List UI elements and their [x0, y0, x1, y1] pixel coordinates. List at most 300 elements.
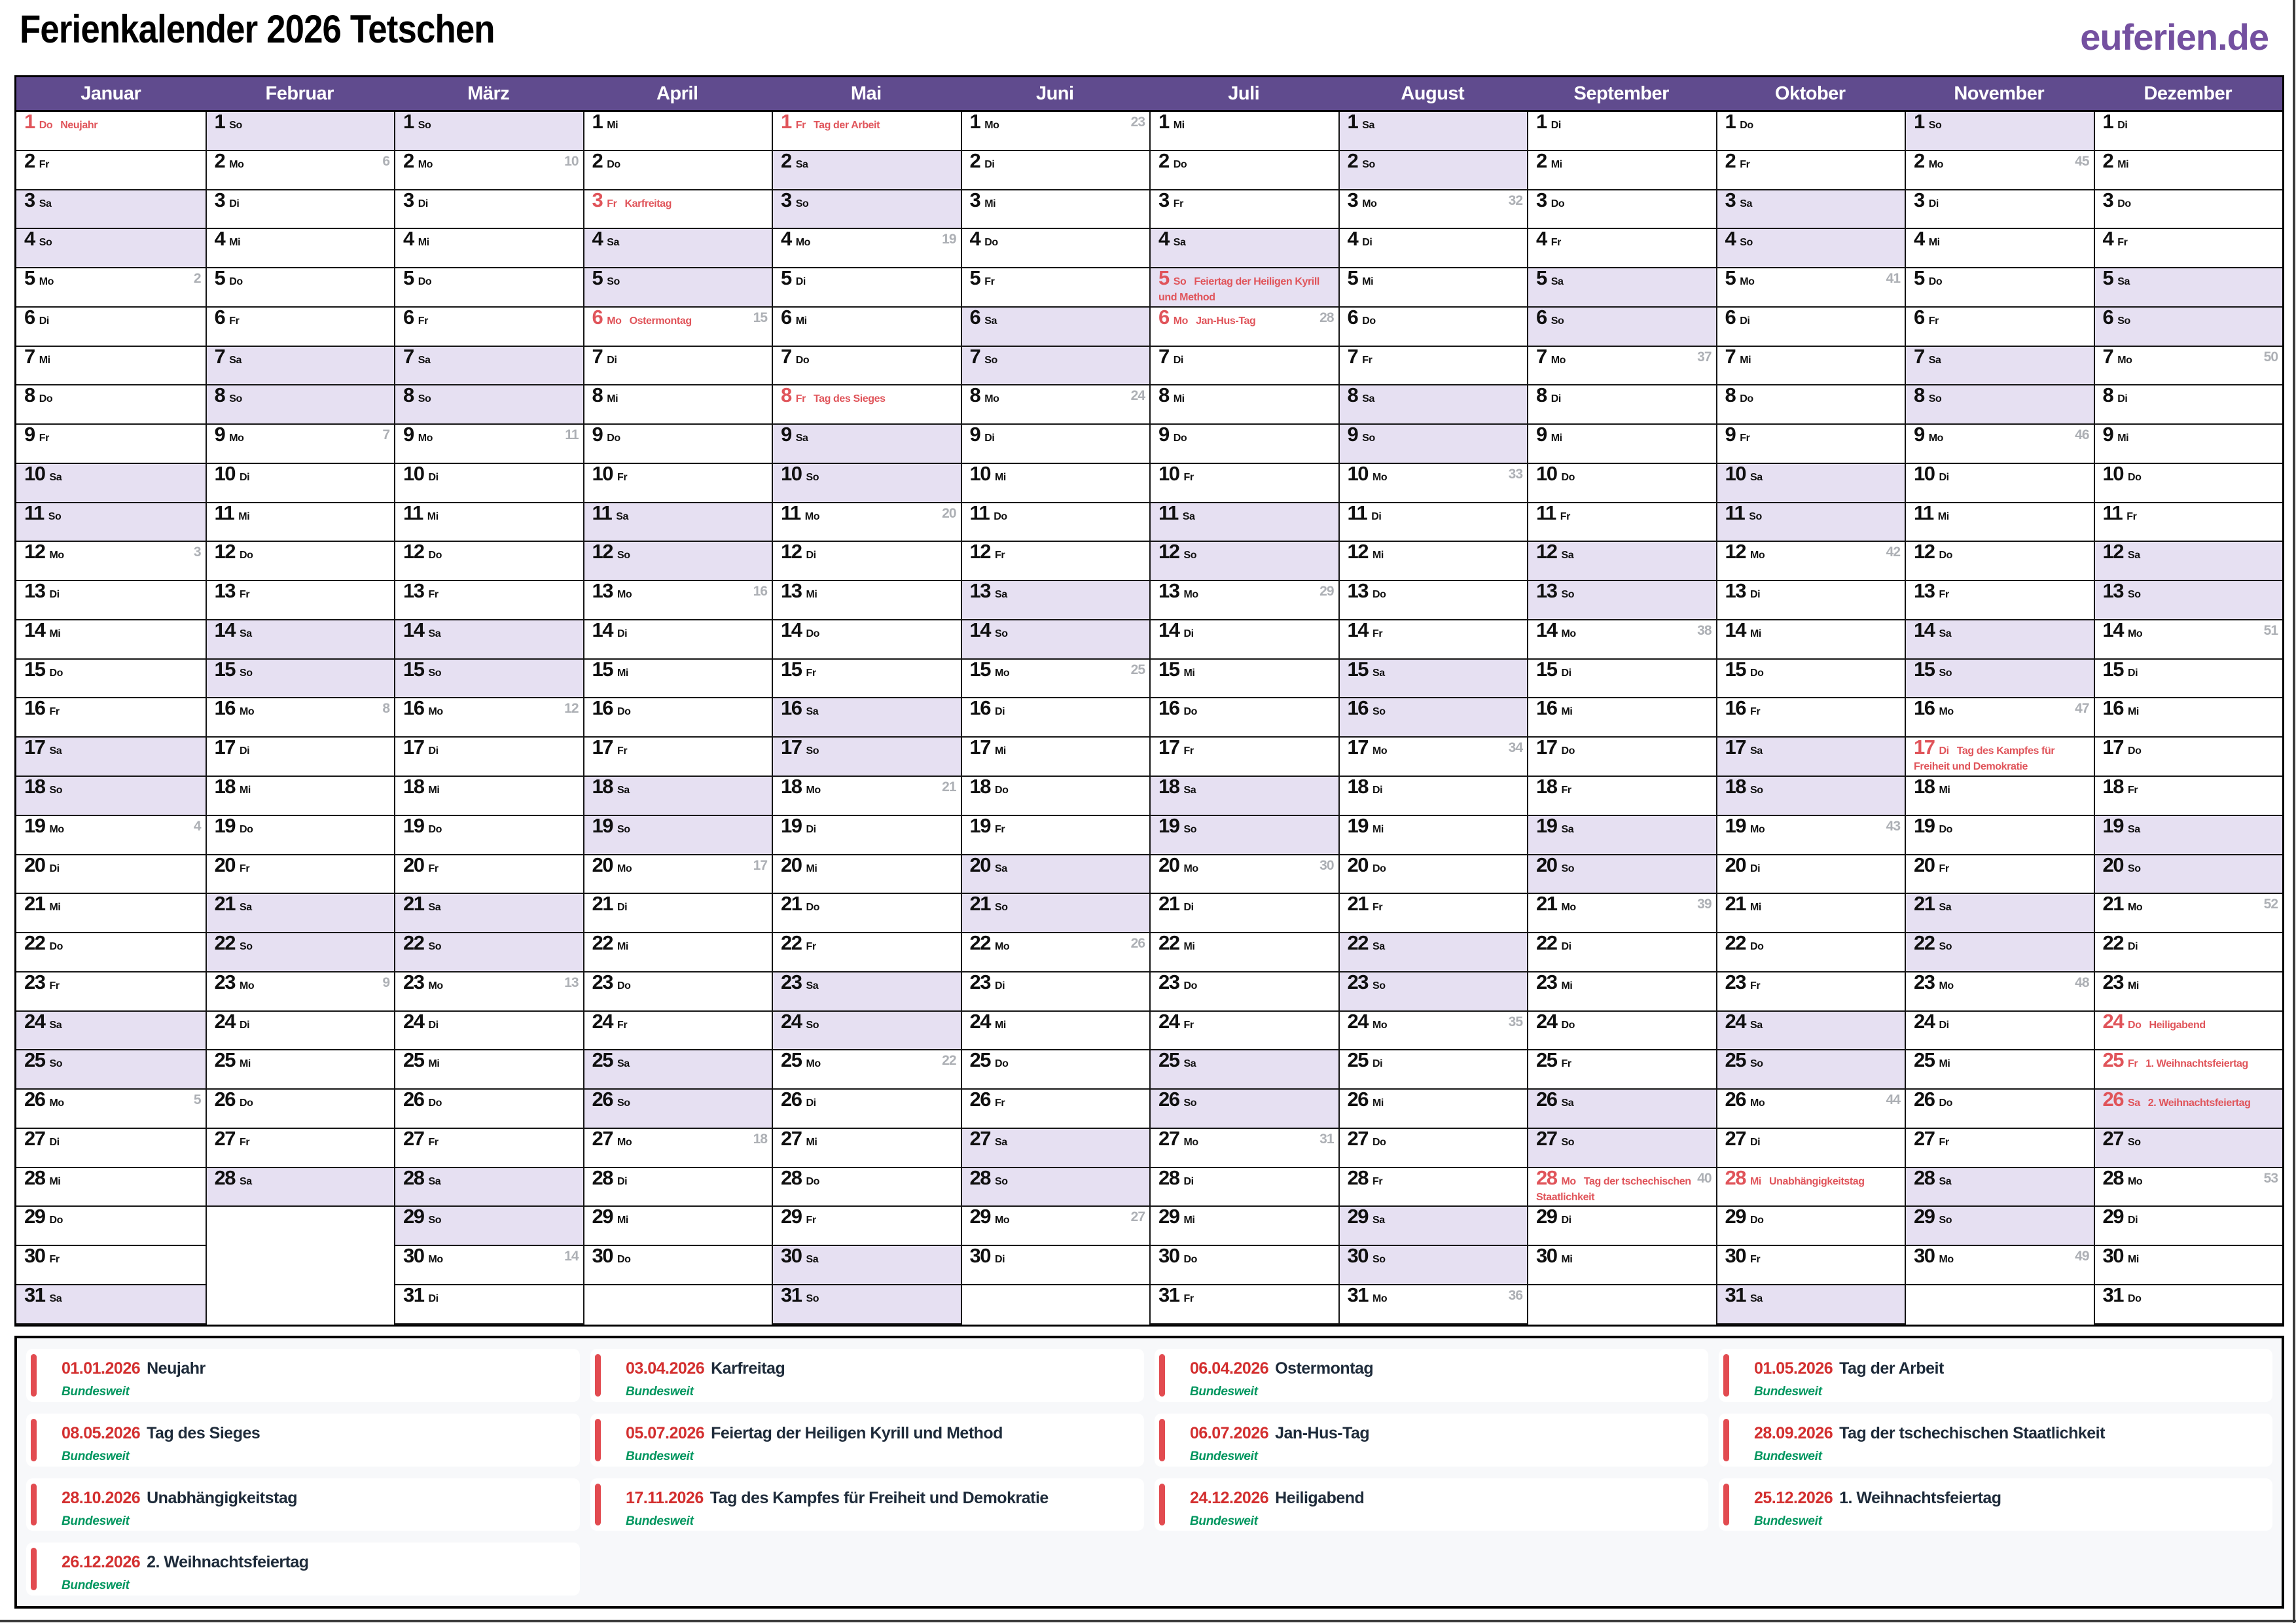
day-number: 14 — [2102, 620, 2123, 641]
day-number: 31 — [1347, 1285, 1368, 1306]
weekday-label: Sa — [1939, 628, 1952, 639]
legend-accent-bar — [31, 1548, 37, 1590]
day-number: 19 — [214, 815, 235, 837]
empty-cell — [1528, 1285, 1716, 1325]
week-number: 39 — [1697, 897, 1712, 912]
day-number: 23 — [2102, 972, 2123, 993]
week-number: 28 — [1319, 310, 1334, 325]
day-number: 1 — [1914, 112, 1924, 133]
weekday-label: Di — [607, 354, 617, 366]
day-number: 10 — [2102, 463, 2123, 485]
day-cell — [1151, 581, 1338, 620]
weekday-label: Do — [617, 980, 631, 991]
day-cell — [1717, 972, 1905, 1012]
day-number: 4 — [1158, 229, 1169, 251]
weekday-label: Di — [1939, 745, 1949, 757]
weekday-label: Fr — [1183, 1293, 1194, 1304]
day-cell — [1528, 738, 1716, 777]
day-cell — [1340, 542, 1528, 581]
weekday-label: Sa — [49, 1293, 62, 1304]
day-number: 28 — [1725, 1168, 1746, 1189]
day-cell — [207, 347, 395, 386]
legend-card — [590, 1478, 1144, 1531]
day-number: 17 — [969, 738, 990, 759]
weekday-label: Mo — [229, 158, 244, 170]
weekday-label: Sa — [984, 315, 997, 327]
weekday-label: Mo — [239, 706, 255, 718]
week-number: 24 — [1130, 388, 1145, 404]
day-cell — [207, 1012, 395, 1051]
weekday-label: So — [418, 393, 431, 405]
day-number: 7 — [1158, 346, 1169, 368]
day-number: 18 — [1914, 777, 1935, 798]
weekday-label: Di — [806, 1097, 816, 1109]
holiday-label: Tag des Kampfes für Freiheit und Demokratie — [1914, 745, 2055, 773]
day-cell — [16, 660, 206, 699]
day-number: 29 — [592, 1207, 613, 1228]
day-cell — [1528, 698, 1716, 738]
weekday-label: Do — [1749, 1215, 1764, 1226]
day-cell — [395, 777, 583, 816]
weekday-label: Di — [49, 589, 60, 601]
day-number: 16 — [1347, 698, 1368, 720]
weekday-label: Mo — [1740, 276, 1755, 288]
day-number: 5 — [781, 268, 791, 290]
day-number: 15 — [969, 659, 990, 681]
weekday-label: Fr — [1939, 863, 1949, 874]
weekday-label: Mi — [1749, 902, 1761, 914]
day-number: 6 — [969, 307, 980, 329]
weekday-label: Mo — [984, 120, 999, 131]
day-number: 23 — [1347, 972, 1368, 993]
weekday-label: So — [229, 393, 242, 405]
weekday-label: Mo — [1372, 1293, 1388, 1304]
weekday-label: Mo — [806, 785, 821, 796]
weekday-label: Fr — [806, 941, 816, 953]
day-number: 15 — [214, 659, 235, 681]
weekday-label: So — [1749, 785, 1763, 796]
day-number: 18 — [1158, 777, 1179, 798]
day-cell — [584, 933, 772, 972]
day-cell — [207, 425, 395, 464]
day-number: 5 — [1158, 268, 1169, 290]
day-cell — [1151, 425, 1338, 464]
day-cell — [1717, 1129, 1905, 1168]
weekday-label: Di — [1371, 510, 1382, 522]
day-cell — [1151, 698, 1338, 738]
weekday-label: Sa — [1561, 550, 1574, 562]
day-cell — [584, 464, 772, 503]
day-number: 13 — [1725, 581, 1746, 603]
weekday-label: Mo — [1561, 1175, 1576, 1187]
day-cell — [962, 1050, 1150, 1090]
day-number: 19 — [1347, 815, 1368, 837]
legend-card — [1155, 1478, 1708, 1531]
day-number: 29 — [24, 1207, 45, 1228]
day-cell — [962, 151, 1150, 190]
day-cell — [1340, 777, 1528, 816]
site-logo-link[interactable]: euferien.de — [2080, 16, 2269, 58]
legend-date: 28.09.2026 — [1754, 1423, 1833, 1442]
day-cell — [1906, 1090, 2094, 1129]
weekday-label: Di — [1561, 667, 1571, 679]
weekday-label: Do — [49, 941, 63, 953]
weekday-label: Mi — [428, 1058, 440, 1070]
day-number: 31 — [403, 1285, 424, 1306]
empty-cell — [584, 1285, 772, 1325]
holiday-label: Tag der tschechischen Staatlichkeit — [1536, 1175, 1691, 1203]
day-cell — [1717, 347, 1905, 386]
weekday-label: So — [1749, 510, 1762, 522]
day-number: 10 — [1347, 463, 1368, 485]
day-cell — [395, 855, 583, 895]
day-number: 29 — [403, 1207, 424, 1228]
day-cell — [395, 1012, 583, 1051]
day-cell — [2095, 816, 2283, 855]
day-cell — [207, 308, 395, 347]
day-cell — [1151, 816, 1338, 855]
day-cell — [1340, 1129, 1528, 1168]
weekday-label: Di — [1551, 120, 1561, 131]
weekday-label: So — [607, 276, 620, 288]
weekday-label: Fr — [994, 550, 1005, 562]
day-cell — [16, 894, 206, 933]
weekday-label: Sa — [607, 237, 620, 249]
day-number: 6 — [781, 307, 791, 329]
weekday-label: Di — [617, 902, 628, 914]
weekday-label: Mi — [1372, 1097, 1384, 1109]
weekday-label: Do — [239, 550, 253, 562]
day-number: 8 — [1536, 385, 1547, 407]
weekday-label: Fr — [2127, 1058, 2138, 1070]
weekday-label: Sa — [617, 785, 630, 796]
day-cell — [1906, 347, 2094, 386]
day-cell — [773, 112, 961, 151]
week-number: 38 — [1697, 622, 1712, 638]
weekday-label: Di — [1183, 902, 1194, 914]
day-number: 6 — [592, 307, 603, 329]
day-cell — [1906, 542, 2094, 581]
weekday-label: Sa — [49, 471, 62, 483]
day-cell — [2095, 347, 2283, 386]
weekday-label: Di — [428, 1293, 439, 1304]
day-cell — [1717, 425, 1905, 464]
day-cell — [1717, 1246, 1905, 1285]
day-cell — [773, 347, 961, 386]
weekday-label: Do — [39, 120, 53, 131]
weekday-label: Sa — [1740, 198, 1753, 209]
day-number: 20 — [1914, 855, 1935, 876]
weekday-label: So — [1183, 550, 1197, 562]
weekday-label: So — [1939, 941, 1952, 953]
weekday-label: Di — [229, 198, 240, 209]
day-number: 19 — [2102, 815, 2123, 837]
weekday-label: So — [1740, 237, 1753, 249]
day-cell — [1340, 112, 1528, 151]
day-cell — [1528, 112, 1716, 151]
day-cell — [584, 385, 772, 425]
day-number: 9 — [1536, 425, 1547, 446]
day-number: 9 — [1914, 425, 1924, 446]
legend-accent-bar — [1723, 1419, 1729, 1461]
day-cell — [962, 698, 1150, 738]
day-number: 11 — [1725, 503, 1745, 524]
day-cell — [1717, 894, 1905, 933]
weekday-label: Sa — [806, 980, 819, 991]
day-cell — [395, 1207, 583, 1246]
day-cell — [395, 933, 583, 972]
day-number: 8 — [1347, 385, 1358, 407]
day-number: 22 — [592, 933, 613, 955]
day-number: 21 — [969, 894, 990, 916]
day-number: 8 — [1158, 385, 1169, 407]
day-number: 26 — [1725, 1090, 1746, 1111]
day-number: 10 — [24, 463, 45, 485]
day-number: 4 — [2102, 229, 2113, 251]
day-cell — [1717, 933, 1905, 972]
day-number: 31 — [24, 1285, 45, 1306]
day-number: 11 — [403, 503, 423, 524]
weekday-label: Fr — [239, 1136, 250, 1148]
day-number: 15 — [781, 659, 802, 681]
week-number: 46 — [2075, 427, 2089, 443]
weekday-label: Di — [2117, 120, 2128, 131]
weekday-label: Do — [2127, 1019, 2142, 1031]
day-cell — [773, 972, 961, 1012]
legend-holiday-name: Neujahr — [147, 1359, 206, 1378]
day-cell — [2095, 933, 2283, 972]
day-number: 10 — [403, 463, 424, 485]
day-number: 28 — [2102, 1168, 2123, 1189]
day-number: 17 — [1158, 738, 1179, 759]
day-cell — [584, 542, 772, 581]
week-number: 3 — [193, 544, 201, 560]
day-number: 1 — [781, 112, 791, 133]
day-cell — [962, 308, 1150, 347]
legend-accent-bar — [595, 1354, 601, 1397]
day-cell — [1340, 698, 1528, 738]
weekday-label: Do — [418, 276, 432, 288]
day-number: 13 — [1536, 581, 1557, 603]
day-cell — [1528, 1207, 1716, 1246]
weekday-label: Mi — [617, 667, 628, 679]
day-cell — [584, 1090, 772, 1129]
weekday-label: Di — [1372, 785, 1383, 796]
day-number: 26 — [1158, 1090, 1179, 1111]
day-cell — [2095, 855, 2283, 895]
weekday-label: Mi — [418, 237, 429, 249]
day-number: 18 — [403, 777, 424, 798]
day-number: 25 — [1914, 1050, 1935, 1072]
weekday-label: Mo — [984, 393, 999, 405]
month-header-august: August — [1401, 82, 1465, 104]
day-cell — [962, 542, 1150, 581]
weekday-label: Fr — [39, 433, 49, 444]
legend-accent-bar — [1159, 1354, 1165, 1397]
weekday-label: Sa — [2127, 550, 2140, 562]
day-cell — [2095, 190, 2283, 230]
weekday-label: So — [2127, 589, 2141, 601]
day-cell — [584, 190, 772, 230]
day-number: 18 — [781, 777, 802, 798]
day-number: 18 — [969, 777, 990, 798]
day-number: 7 — [1914, 346, 1924, 368]
day-number: 24 — [1158, 1011, 1179, 1033]
weekday-label: Di — [994, 980, 1005, 991]
day-cell — [962, 503, 1150, 543]
day-cell — [584, 425, 772, 464]
weekday-label: Mi — [49, 902, 61, 914]
day-number: 21 — [592, 894, 613, 916]
day-number: 31 — [781, 1285, 802, 1306]
day-cell — [962, 268, 1150, 308]
weekday-label: Do — [2127, 1293, 2142, 1304]
legend-holiday-name: Tag des Sieges — [147, 1423, 260, 1442]
day-number: 30 — [969, 1246, 990, 1268]
day-cell — [2095, 229, 2283, 268]
day-cell — [1151, 347, 1338, 386]
day-cell — [16, 385, 206, 425]
day-cell — [773, 268, 961, 308]
legend-holiday-name: Ostermontag — [1275, 1359, 1374, 1378]
day-cell — [584, 1246, 772, 1285]
day-cell — [395, 1090, 583, 1129]
weekday-label: Sa — [1749, 1019, 1763, 1031]
day-number: 28 — [781, 1168, 802, 1189]
week-number: 12 — [564, 701, 579, 717]
day-cell — [1340, 347, 1528, 386]
day-number: 6 — [403, 307, 414, 329]
day-cell — [962, 933, 1150, 972]
day-number: 17 — [1725, 738, 1746, 759]
day-cell — [962, 777, 1150, 816]
weekday-label: Do — [1939, 1097, 1953, 1109]
day-cell — [2095, 698, 2283, 738]
day-number: 7 — [592, 346, 603, 368]
weekday-label: Fr — [2127, 785, 2138, 796]
weekday-label: So — [617, 823, 630, 835]
weekday-label: Mo — [1173, 315, 1189, 327]
day-number: 5 — [1347, 268, 1358, 290]
day-number: 2 — [969, 151, 980, 172]
day-number: 26 — [1536, 1090, 1557, 1111]
day-cell — [1340, 268, 1528, 308]
day-cell — [16, 1012, 206, 1051]
day-number: 2 — [2102, 151, 2113, 172]
weekday-label: Mi — [49, 1175, 61, 1187]
day-number: 8 — [781, 385, 791, 407]
month-header-juli: Juli — [1228, 82, 1260, 104]
day-cell — [1528, 151, 1716, 190]
weekday-label: Fr — [806, 667, 816, 679]
weekday-label: Fr — [428, 863, 439, 874]
day-cell — [16, 464, 206, 503]
holiday-label: Tag des Sieges — [813, 393, 886, 405]
day-number: 21 — [24, 894, 45, 916]
day-cell — [395, 1246, 583, 1285]
day-cell — [773, 620, 961, 660]
day-cell — [773, 933, 961, 972]
weekday-label: Di — [1749, 589, 1761, 601]
day-cell — [207, 933, 395, 972]
weekday-label: Sa — [2127, 823, 2140, 835]
weekday-label: Mi — [1749, 1175, 1761, 1187]
weekday-label: Mi — [2117, 433, 2129, 444]
day-number: 18 — [214, 777, 235, 798]
weekday-label: Mo — [1372, 1019, 1388, 1031]
day-cell — [584, 229, 772, 268]
day-number: 15 — [592, 659, 613, 681]
week-number: 35 — [1508, 1014, 1522, 1029]
day-cell — [1151, 1168, 1338, 1207]
day-number: 29 — [2102, 1207, 2123, 1228]
weekday-label: Do — [428, 1097, 442, 1109]
weekday-label: Di — [2127, 1215, 2138, 1226]
day-number: 17 — [2102, 738, 2123, 759]
day-cell — [1528, 972, 1716, 1012]
day-number: 26 — [214, 1090, 235, 1111]
weekday-label: Mo — [239, 980, 255, 991]
day-cell — [1717, 698, 1905, 738]
day-number: 21 — [781, 894, 802, 916]
day-number: 22 — [781, 933, 802, 955]
day-cell — [1717, 229, 1905, 268]
day-number: 23 — [1158, 972, 1179, 993]
weekday-label: So — [806, 1019, 819, 1031]
legend-card — [590, 1349, 1144, 1402]
weekday-label: So — [229, 120, 242, 131]
day-number: 4 — [24, 229, 35, 251]
day-cell — [1151, 112, 1338, 151]
day-cell — [1906, 698, 2094, 738]
day-cell — [2095, 1246, 2283, 1285]
week-number: 2 — [193, 271, 201, 287]
day-number: 5 — [24, 268, 35, 290]
day-number: 3 — [1158, 190, 1169, 211]
weekday-label: Sa — [617, 1058, 630, 1070]
day-number: 9 — [781, 425, 791, 446]
day-cell — [1151, 268, 1338, 308]
day-cell — [16, 738, 206, 777]
weekday-label: Fr — [1749, 1254, 1761, 1266]
day-cell — [773, 1168, 961, 1207]
day-cell — [1151, 1012, 1338, 1051]
day-number: 23 — [403, 972, 424, 993]
day-cell — [1151, 503, 1338, 543]
day-cell — [1151, 229, 1338, 268]
day-number: 29 — [1914, 1207, 1935, 1228]
weekday-label: Mi — [994, 471, 1006, 483]
legend-date: 26.12.2026 — [62, 1553, 141, 1572]
day-cell — [1717, 660, 1905, 699]
day-number: 27 — [1347, 1128, 1368, 1150]
day-cell — [207, 972, 395, 1012]
weekday-label: Do — [1372, 863, 1386, 874]
weekday-label: Do — [1749, 667, 1764, 679]
legend-scope: Bundesweit — [626, 1385, 694, 1399]
legend-scope: Bundesweit — [1754, 1514, 1822, 1528]
holiday-label: Unabhängigkeitstag — [1768, 1175, 1865, 1187]
day-cell — [962, 1090, 1150, 1129]
day-number: 11 — [592, 503, 612, 524]
day-number: 20 — [2102, 855, 2123, 876]
weekday-label: Mi — [994, 745, 1006, 757]
weekday-label: Mo — [49, 1097, 64, 1109]
day-number: 20 — [1725, 855, 1746, 876]
day-cell — [962, 229, 1150, 268]
day-cell — [1906, 190, 2094, 230]
day-cell — [1151, 385, 1338, 425]
